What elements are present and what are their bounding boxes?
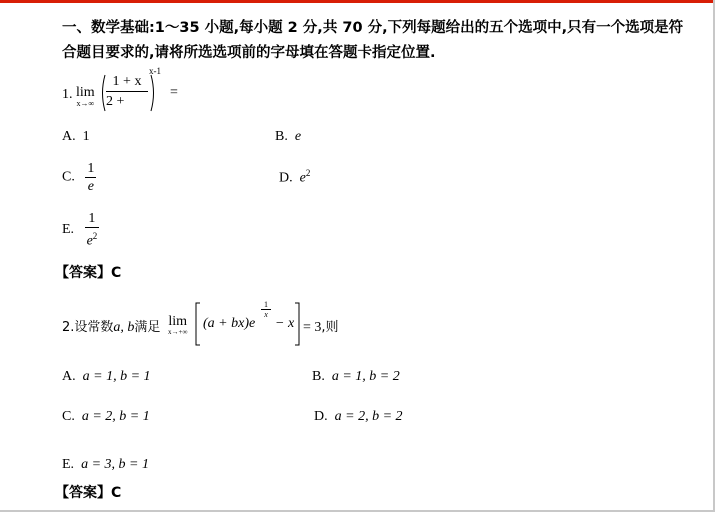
limit-operator: lim x→∞ [76, 85, 95, 108]
option-2a[interactable]: A. a = 1, b = 1 [62, 369, 151, 384]
equation-rhs: = 3,则 [303, 320, 339, 335]
left-bracket [195, 302, 201, 346]
section-heading: 一、数学基础:1～35 小题,每小题 2 分,共 70 分,下列每题给出的五个选项中,只有一个选项是符合题目要求的,请将所选选项前的字母填在答题卡指定位置. [62, 20, 684, 61]
e-exponent: 1 x [261, 300, 271, 319]
bracket-expression-tail: − x [275, 316, 295, 331]
fraction-denominator: 2 + [106, 94, 125, 109]
answer-1: 【答案】C [55, 265, 122, 281]
option-2e[interactable]: E. a = 3, b = 1 [62, 457, 149, 472]
equals-sign: = [170, 85, 178, 100]
limit-operator-2: lim x→+∞ [168, 314, 188, 336]
question-2-stem [62, 296, 382, 350]
fraction-numerator: 1 + x [112, 74, 142, 89]
option-1e[interactable]: E. $\frac{1}{e^2}$ [62, 211, 98, 249]
option-2d[interactable]: D. a = 2, b = 2 [314, 409, 403, 424]
option-2c[interactable]: C. a = 2, b = 1 [62, 409, 150, 424]
option-1c-fraction: $\frac{1}{e}$ [87, 161, 95, 194]
question-1-number: 1. [62, 87, 73, 102]
option-1c[interactable]: C. $\frac{1}{e}$ [62, 161, 95, 194]
top-accent-bar [0, 0, 715, 3]
option-1a[interactable]: A. 1 [62, 129, 90, 144]
option-1b[interactable]: B. e [275, 129, 302, 144]
option-1e-fraction: $\frac{1}{e^2}$ [86, 211, 98, 249]
option-1d[interactable]: D. $e^2$ [279, 168, 311, 186]
question-2-prefix: 2.设常数a, b满足 [62, 320, 161, 335]
limit-fraction [106, 72, 148, 111]
exponent: x-1 [149, 66, 161, 76]
bracket-expression: (a + bx)e [203, 316, 256, 331]
right-paren [149, 74, 157, 112]
option-2b[interactable]: B. a = 1, b = 2 [312, 369, 400, 384]
answer-2: 【答案】C [55, 485, 122, 501]
right-bracket [294, 302, 300, 346]
